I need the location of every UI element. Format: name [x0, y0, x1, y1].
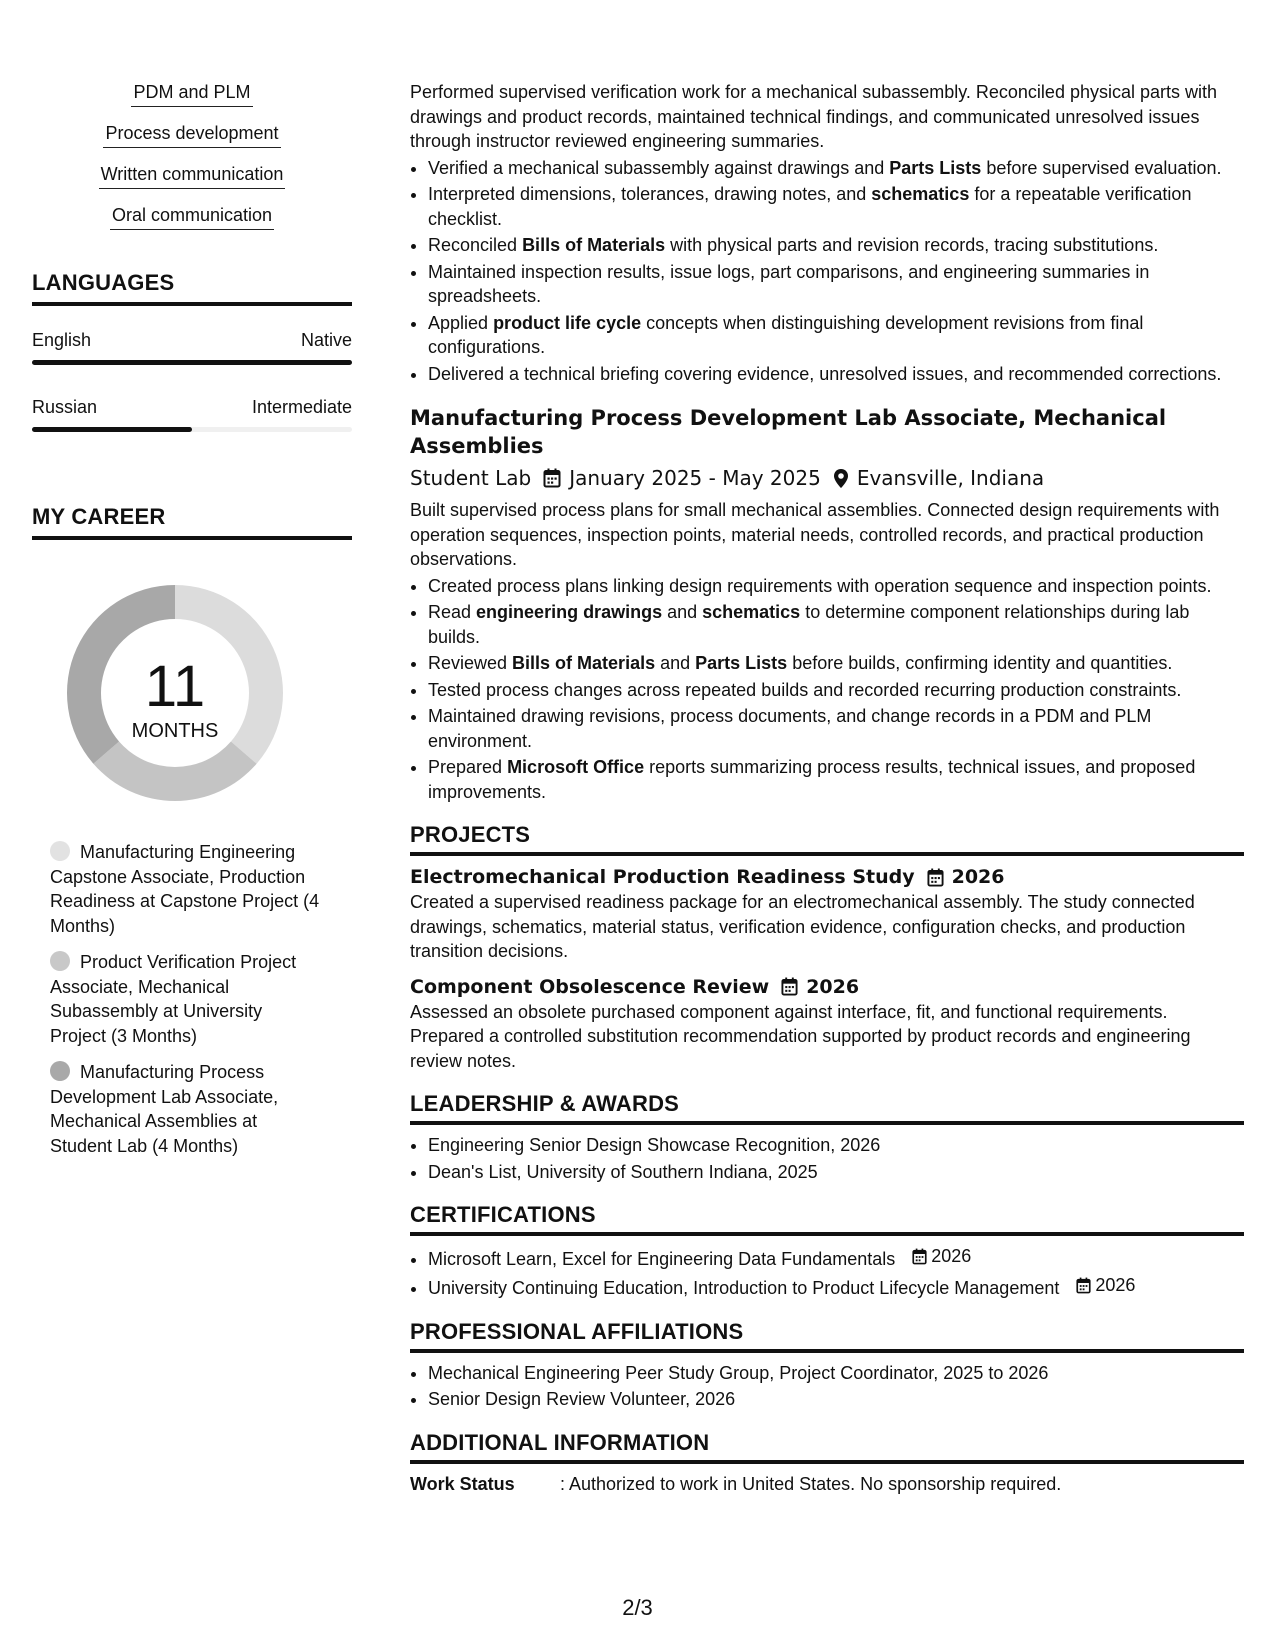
list-item [428, 1244, 1244, 1271]
legend-text: Manufacturing Engineering Capstone Associate, Production Readiness at Capstone Project (4 Months) [50, 842, 320, 936]
bullet-item: • Prepared Microsoft Office reports summarizing process results, technical issues, and proposed improvements. [428, 755, 1244, 804]
bullet-item: • Maintained inspection results, issue logs, part comparisons, and engineering summaries in spreadsheets. [428, 260, 1244, 309]
bullet-item: • Maintained drawing revisions, process documents, and change records in a PDM and PLM environment. [428, 704, 1244, 753]
calendar-icon [543, 468, 561, 488]
skill-item: Oral communication [110, 203, 274, 230]
language-level: Intermediate [251, 397, 352, 417]
list-item: • Senior Design Review Volunteer, 2026 [428, 1387, 1244, 1412]
list-item [428, 1273, 1244, 1300]
work-status-label: Work Status [410, 1473, 515, 1494]
skill-item: Process development [103, 121, 280, 148]
certification-year: 2026 [931, 1246, 972, 1266]
location-pin-icon [833, 468, 849, 489]
language-level: Native [300, 330, 352, 350]
project-item [410, 974, 1244, 1074]
certification-year: 2026 [1095, 1275, 1136, 1296]
language-bar [32, 360, 352, 365]
legend-item [50, 1060, 322, 1158]
language-russian [32, 395, 352, 432]
project-description: Created a supervised readiness package for an electromechanical assembly. The study connected drawings, schematics, material status, verification evidence, configuration checks, and production transition decisions. [410, 892, 1195, 961]
donut-slice [93, 741, 256, 801]
calendar-icon [1076, 1277, 1091, 1294]
project-year: 2026 [806, 975, 860, 998]
job-meta [410, 464, 1244, 492]
certifications-list [410, 1244, 1244, 1301]
certifications-heading: CERTIFICATIONS [410, 1202, 1244, 1236]
language-bar [32, 427, 352, 432]
calendar-icon [927, 868, 944, 887]
calendar-icon [781, 977, 798, 996]
list-item: • Dean's List, University of Southern Indiana, 2025 [428, 1160, 1244, 1185]
bullet-item: • Tested process changes across repeated builds and recorded recurring production constraints. [428, 678, 1244, 703]
certification-name: Microsoft Learn, Excel for Engineering Data Fundamentals [428, 1248, 896, 1269]
leadership-heading: LEADERSHIP & AWARDS [410, 1091, 1244, 1125]
legend-dot [50, 1061, 70, 1081]
project-item [410, 864, 1244, 964]
career-donut-chart [32, 570, 352, 820]
certification-name: University Continuing Education, Introduction to Product Lifecycle Management [428, 1278, 1060, 1298]
job-bullets [410, 156, 1244, 387]
sidebar [32, 80, 352, 1170]
page-number: 2/3 [622, 1595, 653, 1620]
project-year: 2026 [951, 866, 1005, 888]
bullet-item: • Read engineering drawings and schematics to determine component relationships during lab builds. [428, 600, 1244, 649]
legend-item [50, 840, 322, 938]
career-total-unit: MONTHS [131, 720, 219, 742]
legend-text: Product Verification Project Associate, Mechanical Subassembly at University Project (3 Months) [50, 952, 297, 1046]
skill-item: Written communication [99, 162, 286, 189]
project-title: Component Obsolescence Review [410, 975, 770, 998]
skill-item: PDM and PLM [131, 80, 252, 107]
job-title: Manufacturing Process Development Lab Associate, Mechanical Assemblies [410, 406, 1167, 458]
career-legend [32, 840, 352, 1158]
work-status-row [410, 1472, 1244, 1496]
calendar-icon [912, 1248, 927, 1265]
work-status-value: : Authorized to work in United States. No sponsorship required. [560, 1473, 1062, 1494]
additional-heading: ADDITIONAL INFORMATION [410, 1430, 1244, 1464]
language-bar-fill [32, 427, 192, 432]
job-summary: Performed supervised verification work for a mechanical subassembly. Reconciled physical parts with drawings and product records, maintained technical findings, and communicated unresolved issues through instructor reviewed engineering summaries. [410, 82, 1218, 151]
leadership-list [410, 1133, 1244, 1184]
legend-item [50, 950, 322, 1048]
job-location: Evansville, Indiana [856, 466, 1045, 490]
bullet-item: • Interpreted dimensions, tolerances, drawing notes, and schematics for a repeatable verification checklist. [428, 182, 1244, 231]
skills-list [32, 80, 352, 230]
affiliations-heading: PROFESSIONAL AFFILIATIONS [410, 1319, 1244, 1353]
career-heading: MY CAREER [32, 504, 352, 540]
list-item: • Mechanical Engineering Peer Study Group, Project Coordinator, 2025 to 2026 [428, 1361, 1244, 1386]
language-english [32, 328, 352, 365]
bullet-item: • Reviewed Bills of Materials and Parts Lists before builds, confirming identity and quantities. [428, 651, 1244, 676]
job-bullets [410, 574, 1244, 805]
languages-heading: LANGUAGES [32, 270, 352, 306]
language-name: English [32, 330, 92, 350]
bullet-item: • Verified a mechanical subassembly against drawings and Parts Lists before supervised evaluation. [428, 156, 1244, 181]
career-total-number: 11 [144, 654, 206, 719]
legend-dot [50, 841, 70, 861]
legend-dot [50, 951, 70, 971]
language-name: Russian [32, 397, 98, 417]
list-item: • Engineering Senior Design Showcase Recognition, 2026 [428, 1133, 1244, 1158]
job-dates: January 2025 - May 2025 [569, 466, 821, 490]
bullet-item: • Delivered a technical briefing covering evidence, unresolved issues, and recommended corrections. [428, 362, 1244, 387]
bullet-item: • Created process plans linking design requirements with operation sequence and inspection points. [428, 574, 1244, 599]
project-description: Assessed an obsolete purchased component against interface, fit, and functional requirements. Prepared a controlled substitution recommendation supported by product records and engineering review notes. [410, 1001, 1191, 1071]
language-bar-fill [32, 360, 352, 365]
bullet-item: • Applied product life cycle concepts when distinguishing development revisions from final configurations. [428, 311, 1244, 360]
job-summary: Built supervised process plans for small mechanical assemblies. Connected design requirements with operation sequences, inspection points, material needs, controlled records, and practical production observations. [410, 500, 1220, 569]
company-name: Student Lab [410, 466, 532, 490]
main-content [410, 80, 1244, 1496]
legend-text: Manufacturing Process Development Lab Associate, Mechanical Assemblies at Student Lab (4 Months) [50, 1062, 279, 1156]
projects-heading: PROJECTS [410, 822, 1244, 856]
affiliations-list [410, 1361, 1244, 1412]
project-title: Electromechanical Production Readiness Study [410, 866, 915, 888]
bullet-item: • Reconciled Bills of Materials with physical parts and revision records, tracing substitutions. [428, 233, 1244, 258]
